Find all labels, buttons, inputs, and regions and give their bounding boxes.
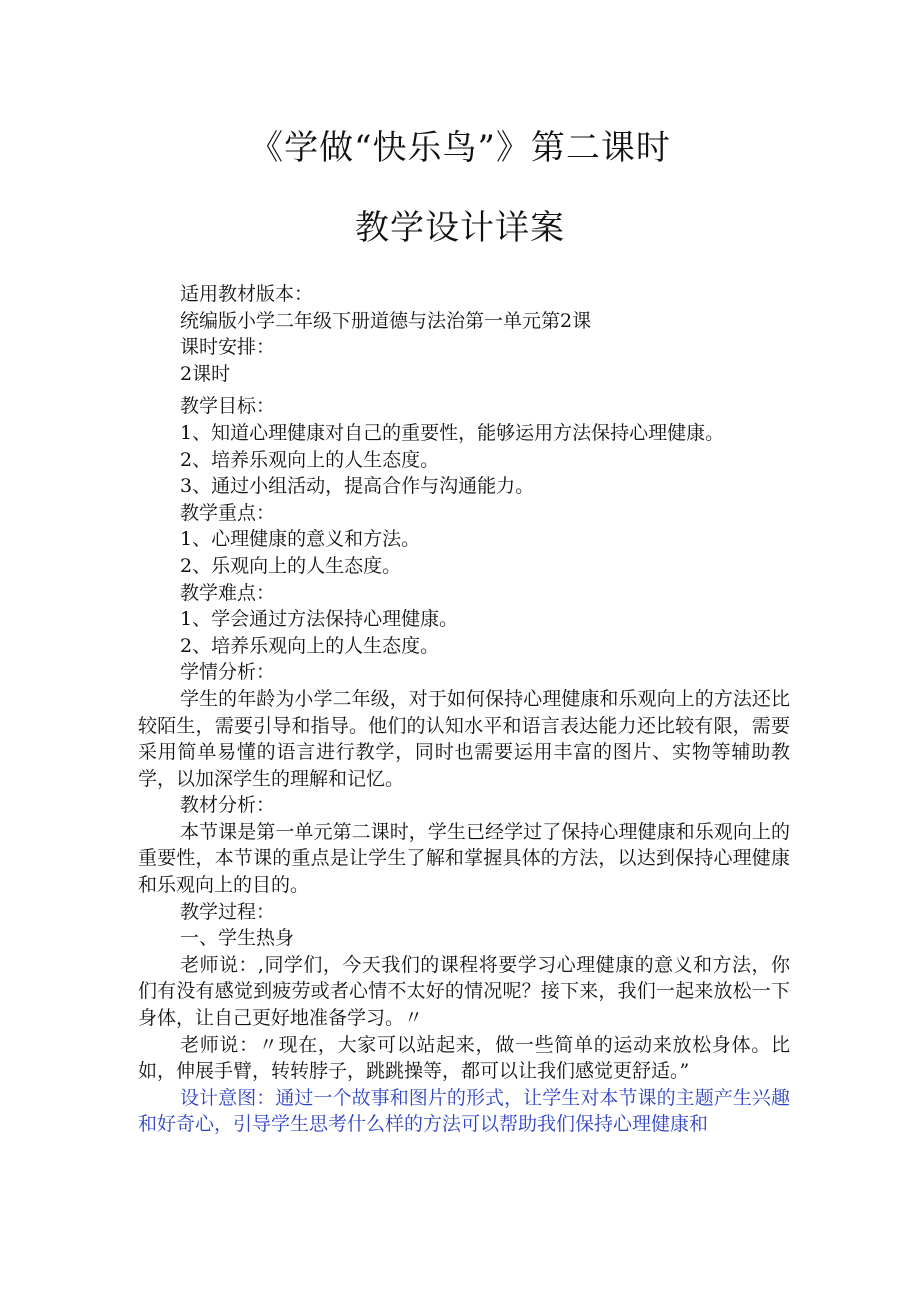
material-analysis-text: 本节课是第一单元第二课时，学生已经学过了保持心理健康和乐观向上的重要性，本节课的重点是让学生了解和掌握具体的方法，以达到保持心理健康和乐观向上的目的。	[138, 820, 790, 897]
step1-heading: 一、学生热身	[180, 927, 295, 950]
version-label: 适用教材版本：	[180, 283, 314, 305]
key-points-label: 教学重点：	[180, 501, 276, 524]
learner-analysis-label: 学情分析：	[180, 661, 276, 684]
document-title: 《学做“快乐鸟”》第二课时	[249, 128, 671, 168]
objective-item: 3、通过小组活动，提高合作与沟通能力。	[180, 475, 535, 498]
document-subtitle: 教学设计详案	[355, 208, 565, 248]
objectives-label: 教学目标：	[180, 395, 276, 418]
learner-analysis-text: 学生的年龄为小学二年级，对于如何保持心理健康和乐观向上的方法还比较陌生，需要引导和指导。他们的认知水平和语言表达能力还比较有限，需要采用简单易懂的语言进行教学，同时也需要运用丰富的图片、实物等辅助教学，以加深学生的理解和记忆。	[138, 687, 790, 790]
version-value: 统编版小学二年级下册道德与法治第一单元第2课	[180, 309, 592, 332]
schedule-label: 课时安排：	[180, 336, 276, 359]
schedule-value: 2课时	[180, 362, 231, 385]
document-body	[138, 281, 790, 1138]
process-label: 教学过程：	[180, 900, 276, 923]
teacher-says-paragraph: 老师说：〃现在，大家可以站起来，做一些简单的运动来放松身体。比如，伸展手臂，转转脖子，跳跳操等，都可以让我们感觉更舒适。”	[138, 1033, 790, 1083]
difficulties-label: 教学难点：	[180, 581, 276, 604]
key-point-item: 1、心理健康的意义和方法。	[180, 528, 421, 551]
key-point-item: 2、乐观向上的人生态度。	[180, 554, 402, 577]
design-intent-text: 设计意图：通过一个故事和图片的形式，让学生对本节课的主题产生兴趣和好奇心，引导学生思考什么样的方法可以帮助我们保持心理健康和	[138, 1086, 790, 1136]
objective-item: 2、培养乐观向上的人生态度。	[180, 448, 440, 471]
difficulty-item: 1、学会通过方法保持心理健康。	[180, 608, 459, 631]
difficulty-item: 2、培养乐观向上的人生态度。	[180, 634, 440, 657]
teacher-says-paragraph: 老师说：,同学们，今天我们的课程将要学习心理健康的意义和方法，你们有没有感觉到疲劳或者心情不太好的情况呢？接下来，我们一起来放松一下身体，让自己更好地准备学习。〃	[138, 953, 790, 1030]
objective-item: 1、知道心理健康对自己的重要性，能够运用方法保持心理健康。	[180, 421, 725, 444]
material-analysis-label: 教材分析：	[180, 794, 276, 817]
